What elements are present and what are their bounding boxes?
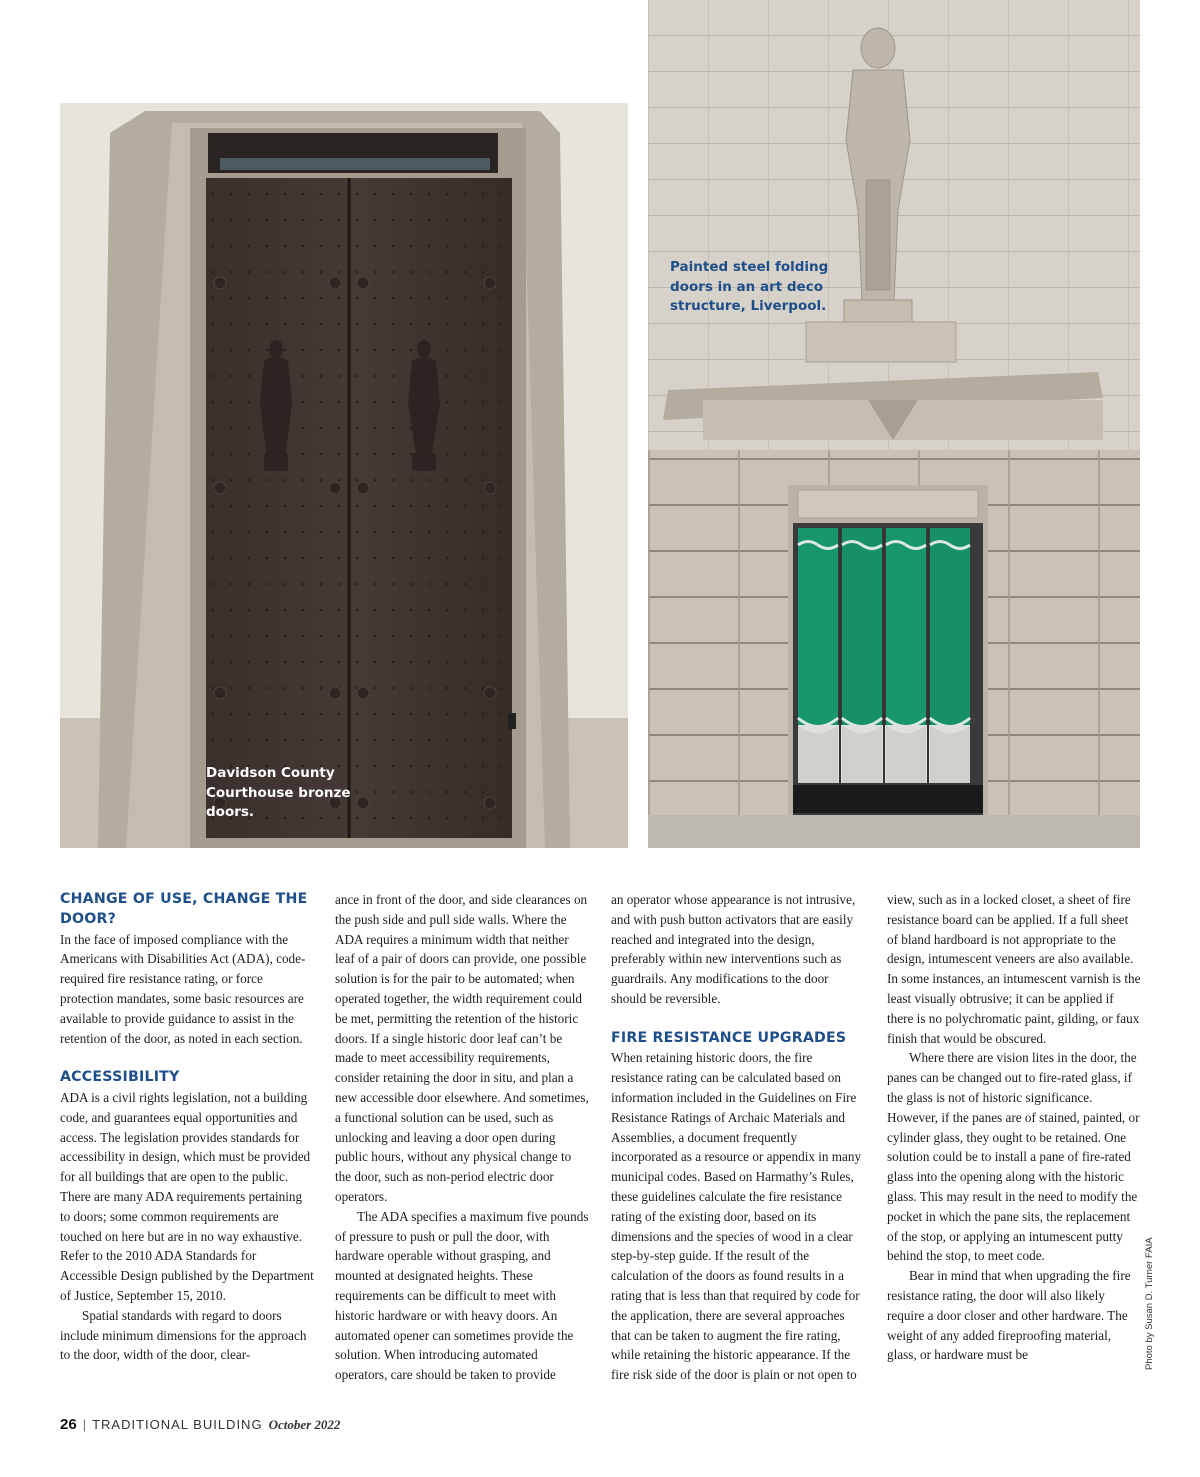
article-column-4: [887, 890, 1141, 1365]
footer-separator: |: [82, 1417, 87, 1432]
paragraph: The ADA specifies a maximum five pounds of pressure to push or pull the door, with hardware operable without grasping, and mounted at designated heights. These requirements can be difficult to meet with historic hardware or with heavy doors. An automated opener can sometimes provide the solution. When introducing automated operators, care should be taken to provide: [335, 1208, 589, 1383]
paragraph: an operator whose appearance is not intrusive, and with push button activators that are easily reached and integrated into the design, preferably within new interventions such as guardrails. Any modifications to the door should be reversible.: [611, 892, 856, 1006]
caption-bronze-doors: Davidson County Courthouse bronze doors.: [206, 765, 351, 820]
caption-art-deco-doors: Painted steel folding doors in an art deco structure, Liverpool.: [670, 259, 829, 314]
paragraph: view, such as in a locked closet, a sheet of fire resistance board can be applied. If a full sheet of bland hardboard is not appropriate to the design, intumescent veneers are also available. In some instances, an intumescent varnish is the least visually obtrusive; it can be applied if there is no polychromatic paint, gilding, or faux finish that would be obscured.: [887, 892, 1141, 1046]
paragraph: In the face of imposed compliance with the Americans with Disabilities Act (ADA), code-required fire resistance rating, or force protection mandates, some basic resources are available to provide guidance to assist in the retention of the door, as noted in each section.: [60, 931, 306, 1046]
page-footer: [60, 1416, 340, 1436]
paragraph: When retaining historic doors, the fire resistance rating can be calculated based on information included in the Guidelines on Fire Resistance Ratings of Archaic Materials and Assemblies, a document frequently incorporated as a resource or appendix in many municipal codes. Based on Harmathy’s Rules, these guidelines calculate the fire resistance rating of the existing door, based on its dimensions and the species of wood in a clear step-by-step guide. If the result of the calculation of the doors as found results in a rating that is less than that required by code for the application, there are several approaches that can be taken to augment the fire rating, while retaining the historic appearance. If the fire risk side of the door is plain or not open to: [611, 1050, 862, 1383]
article-column-2: [335, 890, 589, 1385]
art-deco-doors-image: [648, 0, 1140, 848]
paragraph: Where there are vision lites in the door, the panes can be changed out to fire-rated glass, if the glass is not of historic significance. However, if the panes are of stained, painted, or cylinder glass, they ought to be retained. One solution could be to install a pane of fire-rated glass into the opening along with the historic glass. This may result in the need to modify the pocket in which the pane sits, the replacement of the stop, or applying an intumescent putty behind the stop, to meet code.: [887, 1050, 1140, 1264]
article-column-3: [611, 890, 865, 1385]
paragraph: Spatial standards with regard to doors include minimum dimensions for the approach to the door, width of the door, clear-: [60, 1307, 307, 1363]
paragraph: Bear in mind that when upgrading the fire resistance rating, the door will also likely require a door closer and other hardware. The weight of any added fireproofing material, glass, or hardware must be: [887, 1268, 1131, 1363]
photo-credit-text: Photo by Susan D. Turner FAIA: [1144, 1237, 1155, 1370]
bronze-doors-photo: [60, 103, 628, 848]
paragraph: ADA is a civil rights legislation, not a building code, and guarantees equal opportunities and access. The legislation provides standards for accessibility in design, which must be provided for all buildings that are open to the public. There are many ADA requirements pertaining to doors; some common requirements are touched on here but are in no way exhaustive. Refer to the 2010 ADA Standards for Accessible Design published by the Department of Justice, September 15, 2010.: [60, 1089, 314, 1303]
art-deco-doors-photo: [648, 0, 1140, 848]
bronze-doors-image: [60, 103, 628, 848]
heading-accessibility: ACCESSIBILITY: [60, 1069, 180, 1086]
page-number: 26: [60, 1416, 77, 1433]
heading-fire-resistance: FIRE RESISTANCE UPGRADES: [611, 1029, 847, 1046]
heading-change-of-use: CHANGE OF USE, CHANGE THE DOOR?: [60, 891, 308, 927]
issue-date: October 2022: [268, 1417, 341, 1432]
photo-credit: [1144, 1237, 1158, 1371]
article-column-1: [60, 890, 314, 1365]
publication-name: TRADITIONAL BUILDING: [92, 1417, 263, 1432]
paragraph: ance in front of the door, and side clearances on the push side and pull side walls. Where the ADA requires a minimum width that neither leaf of a pair of doors can provide, one possible solution is for the pair to be automated; when operated together, the width requirement could be met, permitting the retention of the historic doors. If a single historic door leaf can’t be made to meet accessibility requirements, consider retaining the door in situ, and plan a new accessible door elsewhere. And sometimes, a functional solution can be used, such as unlocking and leaving a door open during public hours, without any physical change to the door, such as non-period electric door operators.: [335, 892, 589, 1204]
